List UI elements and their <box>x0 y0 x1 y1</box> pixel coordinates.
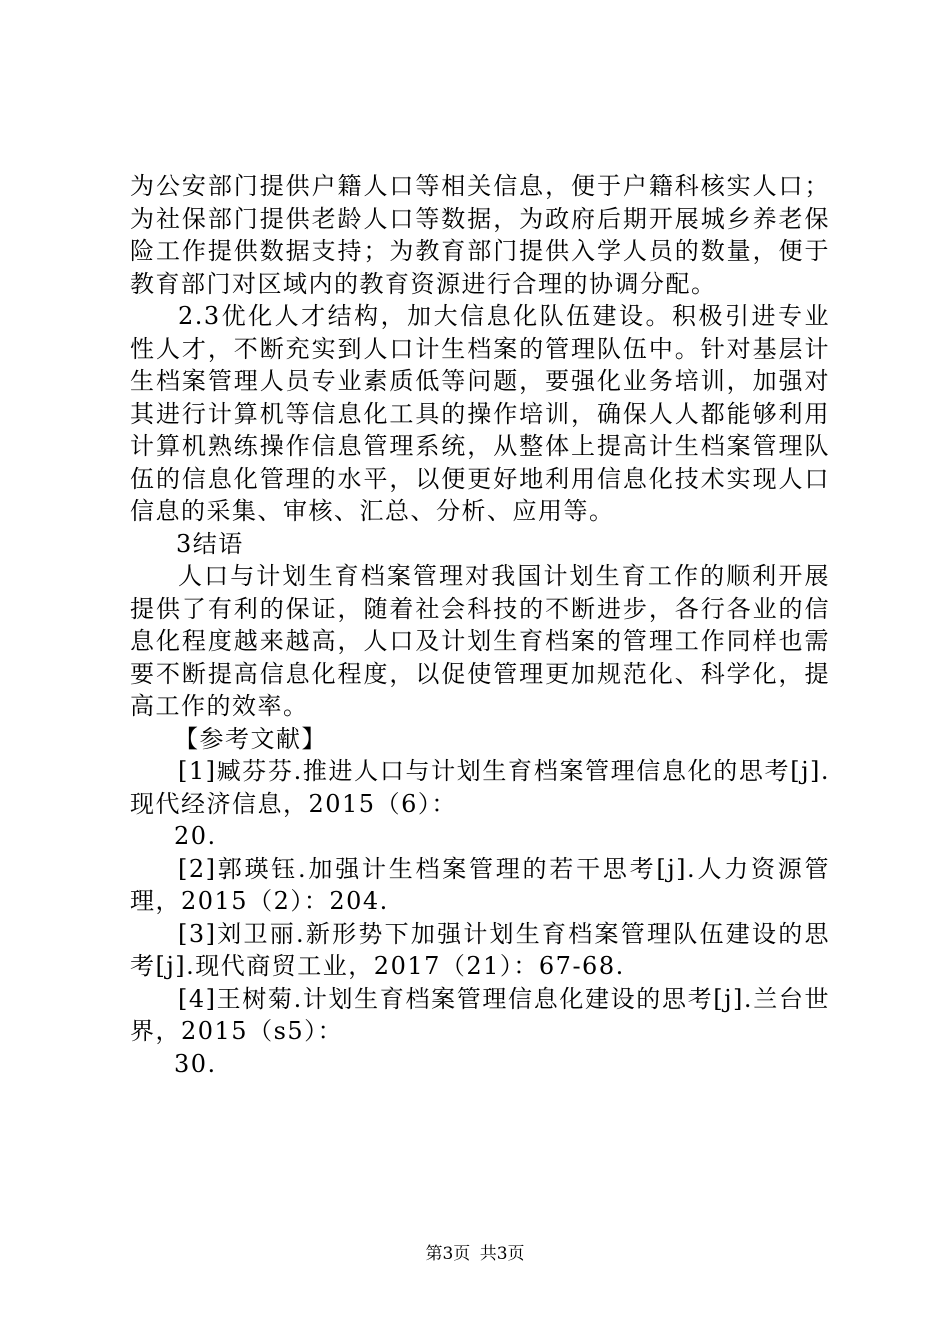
reference-4-tail: 30. <box>174 1049 217 1078</box>
reference-3: [3]刘卫丽.新形势下加强计划生育档案管理队伍建设的思考[j].现代商贸工业，2017（21）：67-68. <box>130 919 830 980</box>
paragraph-1: 为公安部门提供户籍人口等相关信息，便于户籍科核实人口；为社保部门提供老龄人口等数据，为政府后期开展城乡养老保险工作提供数据支持；为教育部门提供入学人员的数量，便于教育部门对区域内的教育资源进行合理的协调分配。 <box>130 172 830 298</box>
paragraph-3: 人口与计划生育档案管理对我国计划生育工作的顺利开展提供了有利的保证，随着社会科技的不断进步，各行各业的信息化程度越来越高，人口及计划生育档案的管理工作同样也需要不断提高信息化程度，以促使管理更加规范化、科学化，提高工作的效率。 <box>130 562 830 720</box>
reference-1-tail: 20. <box>174 822 217 850</box>
paragraph-2: 2.3优化人才结构，加大信息化队伍建设。积极引进专业性人才，不断充实到人口计生档案的管理队伍中。针对基层计生档案管理人员专业素质低等问题，要强化业务培训，加强对其进行计算机等信息化工具的操作培训，确保人人都能够利用计算机熟练操作信息管理系统，从整体上提高计生档案管理队伍的信息化管理的水平，以便更好地利用信息化技术实现人口信息的采集、审核、汇总、分析、应用等。 <box>130 302 830 525</box>
references-title: 【参考文献】 <box>174 724 327 753</box>
reference-2: [2]郭瑛钰.加强计生档案管理的若干思考[j].人力资源管理，2015（2）：204. <box>130 854 830 915</box>
page-total: 共3页 <box>479 1244 525 1264</box>
page-number: 第3页 <box>425 1244 471 1264</box>
document-body <box>130 170 830 1080</box>
reference-4: [4]王树菊.计划生育档案管理信息化建设的思考[j].兰台世界，2015（s5）： <box>130 984 830 1045</box>
reference-1: [1]臧芬芬.推进人口与计划生育档案管理信息化的思考[j].现代经济信息，2015（6）： <box>130 757 830 818</box>
page-footer <box>0 1243 950 1265</box>
section-heading: 3结语 <box>176 529 244 558</box>
